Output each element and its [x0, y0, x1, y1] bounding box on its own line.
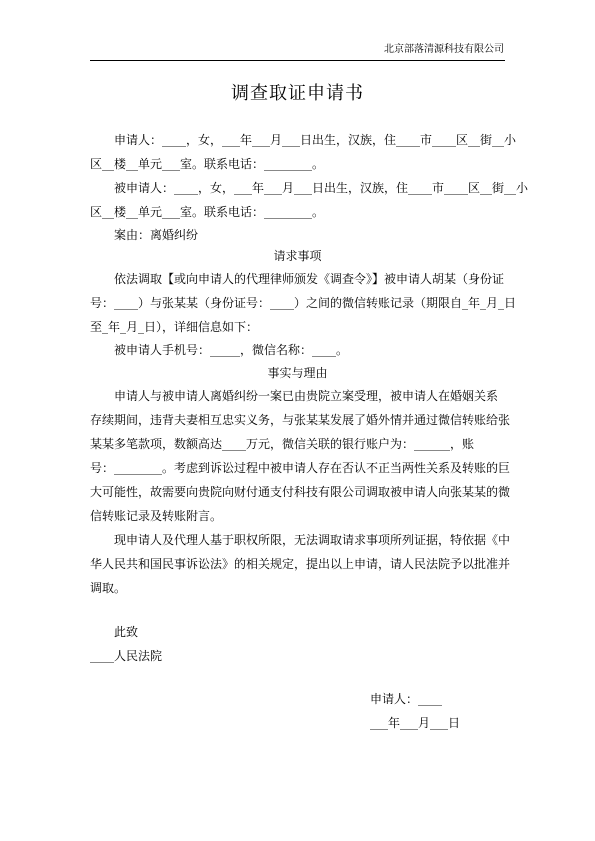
- request-line: 依法调取【或向申请人的代理律师颁发《调查令》】被申请人胡某（身份证: [114, 272, 505, 286]
- respondent-line-1: 被申请人：____，女，___年___月___日出生，汉族，住____市____区__街__小: [114, 181, 529, 195]
- date-line: ___年___月___日: [370, 716, 461, 730]
- facts-line: 存续期间，违背夫妻相互忠实义务，与张某某发展了婚外情并通过微信转账给张: [90, 413, 511, 427]
- applicant-line-1: 申请人：____，女，___年___月___日出生，汉族，住____市____区__街__小: [114, 133, 517, 147]
- facts-line: 华人民共和国民事诉讼法》的相关规定，提出以上申请，请人民法院予以批准并: [90, 557, 511, 571]
- court-name: ____人民法院: [90, 649, 163, 663]
- case-cause: 案由：离婚纠纷: [114, 228, 199, 242]
- salutation: 此致: [114, 625, 139, 639]
- facts-line: 信转账记录及转账附言。: [90, 509, 223, 523]
- facts-line: 大可能性，故需要向贵院向财付通支付科技有限公司调取被申请人向张某某的微: [90, 485, 511, 499]
- facts-line: 某某多笔款项，数额高达____万元，微信关联的银行账户为：______，账: [90, 437, 475, 451]
- applicant-line-2: 区__楼__单元___室。联系电话：________。: [90, 157, 325, 171]
- company-header: 北京部落清源科技有限公司: [384, 44, 504, 55]
- facts-heading: 事实与理由: [267, 366, 328, 380]
- requests-heading: 请求事项: [273, 249, 322, 263]
- document-title: 调查取证申请书: [231, 83, 364, 104]
- facts-line: 调取。: [90, 581, 127, 595]
- facts-line: 号：________。考虑到诉讼过程中被申请人存在否认不正当两性关系及转账的巨: [90, 461, 511, 475]
- request-line: 号：____）与张某某（身份证号：____）之间的微信转账记录（期限自_年_月_日: [90, 296, 517, 310]
- facts-line: 现申请人及代理人基于职权所限，无法调取请求事项所列证据，特依据《中: [114, 533, 511, 547]
- signature-line: 申请人：____: [370, 692, 443, 706]
- request-line: 被申请人手机号：_____，微信名称：____。: [114, 343, 349, 357]
- respondent-line-2: 区__楼__单元___室。联系电话：________。: [90, 205, 325, 219]
- facts-line: 申请人与被申请人离婚纠纷一案已由贵院立案受理，被申请人在婚姻关系: [114, 389, 499, 403]
- request-line: 至_年_月_日），详细信息如下：: [90, 320, 259, 334]
- header-rule: [90, 60, 505, 61]
